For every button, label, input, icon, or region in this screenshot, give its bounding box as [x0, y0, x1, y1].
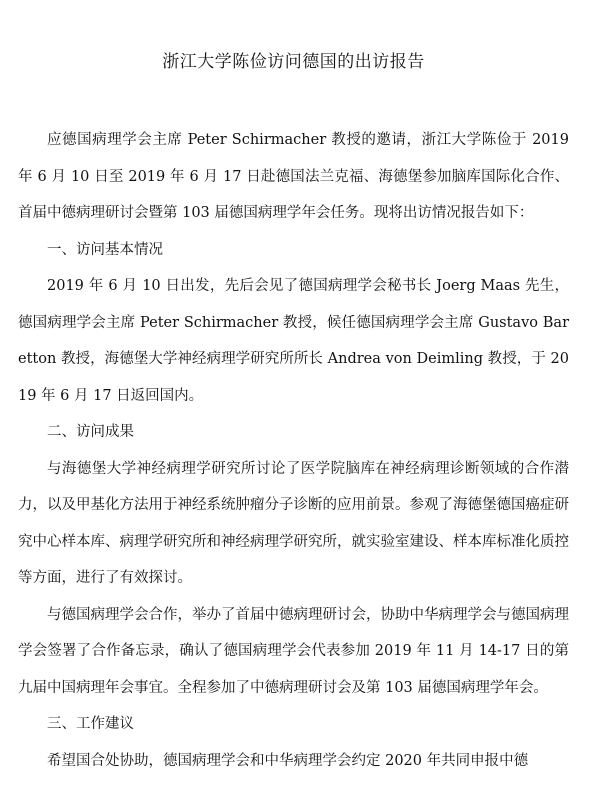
- section-heading-suggestions: 三、工作建议: [47, 716, 134, 732]
- results-paragraph-2: 与德国病理学会合作，举办了首届中德病理研讨会，协助中华病理学会与德国病理学会签署了合作备忘录，确认了德国病理学会代表参加 2019 年 11 月 14-17 日的第九届中国病理年会事宜。全程参加了中德病理研讨会及第 103 届德国病理学年会。: [18, 606, 569, 696]
- intro-paragraph: 应德国病理学会主席 Peter Schirmacher 教授的邀请，浙江大学陈俭于 2019 年 6 月 10 日至 2019 年 6 月 17 日赴德国法兰克福、海德堡参加脑库国际化合作、首届中德病理研讨会暨第 103 届德国病理学年会任务。现将出访情况报告如下：: [18, 132, 569, 221]
- document-title: 浙江大学陈俭访问德国的出访报告: [162, 52, 425, 72]
- suggestions-paragraph: 希望国合处协助，德国病理学会和中华病理学会约定 2020 年共同申报中德: [47, 752, 529, 769]
- basic-info-paragraph: 2019 年 6 月 10 日出发，先后会见了德国病理学会秘书长 Joerg Maas 先生，德国病理学会主席 Peter Schirmacher 教授，候任德国病理学会主席 Gustavo Baretton 教授，海德堡大学神经病理学研究所所长 Andrea von Deimling 教授，于 2019 年 6 月 17 日返回国内。: [18, 278, 569, 404]
- results-paragraph-1: 与海德堡大学神经病理学研究所讨论了医学院脑库在神经病理诊断领域的合作潜力，以及甲基化方法用于神经系统肿瘤分子诊断的应用前景。参观了海德堡德国癌症研究中心样本库、病理学研究所和神经病理学研究所，就实验室建设、样本库标准化质控等方面，进行了有效探讨。: [18, 460, 569, 586]
- section-heading-basic-info: 一、访问基本情况: [47, 241, 163, 258]
- section-heading-results: 二、访问成果: [47, 424, 134, 440]
